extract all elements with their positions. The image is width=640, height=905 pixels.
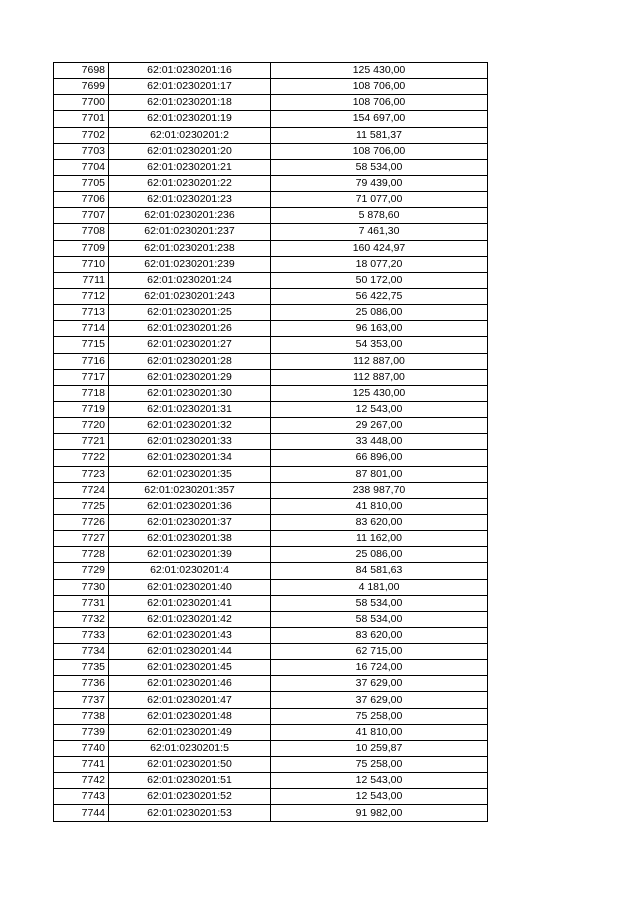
row-number-cell: 7705 (54, 175, 109, 191)
table-row (54, 724, 488, 740)
cadastral-value-cell: 58 534,00 (271, 595, 488, 611)
cadastral-number-cell: 62:01:0230201:33 (109, 434, 271, 450)
table-row (54, 288, 488, 304)
cadastral-number-cell: 62:01:0230201:52 (109, 789, 271, 805)
table-row (54, 353, 488, 369)
cadastral-value-cell: 12 543,00 (271, 773, 488, 789)
cadastral-number-cell: 62:01:0230201:45 (109, 660, 271, 676)
table-row (54, 563, 488, 579)
table-row (54, 240, 488, 256)
table-row (54, 369, 488, 385)
cadastral-value-table (53, 62, 488, 822)
cadastral-number-cell: 62:01:0230201:53 (109, 805, 271, 821)
table-row (54, 466, 488, 482)
table-row (54, 111, 488, 127)
table-row (54, 321, 488, 337)
cadastral-number-cell: 62:01:0230201:38 (109, 531, 271, 547)
cadastral-value-cell: 37 629,00 (271, 676, 488, 692)
table-row (54, 660, 488, 676)
row-number-cell: 7708 (54, 224, 109, 240)
cadastral-value-cell: 4 181,00 (271, 579, 488, 595)
row-number-cell: 7728 (54, 547, 109, 563)
table-row (54, 514, 488, 530)
cadastral-number-cell: 62:01:0230201:21 (109, 159, 271, 175)
cadastral-number-cell: 62:01:0230201:30 (109, 385, 271, 401)
row-number-cell: 7736 (54, 676, 109, 692)
table-row (54, 498, 488, 514)
cadastral-value-cell: 84 581,63 (271, 563, 488, 579)
cadastral-value-cell: 75 258,00 (271, 708, 488, 724)
table-row (54, 143, 488, 159)
cadastral-value-cell: 108 706,00 (271, 95, 488, 111)
cadastral-value-cell: 91 982,00 (271, 805, 488, 821)
cadastral-number-cell: 62:01:0230201:43 (109, 627, 271, 643)
row-number-cell: 7701 (54, 111, 109, 127)
row-number-cell: 7726 (54, 514, 109, 530)
cadastral-value-cell: 11 581,37 (271, 127, 488, 143)
table-row (54, 450, 488, 466)
cadastral-value-cell: 10 259,87 (271, 740, 488, 756)
cadastral-number-cell: 62:01:0230201:29 (109, 369, 271, 385)
cadastral-number-cell: 62:01:0230201:20 (109, 143, 271, 159)
row-number-cell: 7744 (54, 805, 109, 821)
cadastral-number-cell: 62:01:0230201:28 (109, 353, 271, 369)
cadastral-value-cell: 112 887,00 (271, 369, 488, 385)
row-number-cell: 7713 (54, 305, 109, 321)
row-number-cell: 7698 (54, 63, 109, 79)
cadastral-number-cell: 62:01:0230201:39 (109, 547, 271, 563)
cadastral-value-cell: 54 353,00 (271, 337, 488, 353)
row-number-cell: 7743 (54, 789, 109, 805)
cadastral-number-cell: 62:01:0230201:238 (109, 240, 271, 256)
cadastral-value-cell: 12 543,00 (271, 401, 488, 417)
row-number-cell: 7700 (54, 95, 109, 111)
row-number-cell: 7738 (54, 708, 109, 724)
cadastral-value-cell: 66 896,00 (271, 450, 488, 466)
row-number-cell: 7734 (54, 644, 109, 660)
row-number-cell: 7729 (54, 563, 109, 579)
cadastral-value-cell: 11 162,00 (271, 531, 488, 547)
table-row (54, 595, 488, 611)
cadastral-number-cell: 62:01:0230201:22 (109, 175, 271, 191)
row-number-cell: 7741 (54, 757, 109, 773)
cadastral-value-cell: 58 534,00 (271, 159, 488, 175)
cadastral-value-cell: 108 706,00 (271, 143, 488, 159)
table-row (54, 531, 488, 547)
cadastral-number-cell: 62:01:0230201:40 (109, 579, 271, 595)
cadastral-value-cell: 83 620,00 (271, 514, 488, 530)
row-number-cell: 7727 (54, 531, 109, 547)
table-row (54, 337, 488, 353)
cadastral-number-cell: 62:01:0230201:37 (109, 514, 271, 530)
cadastral-number-cell: 62:01:0230201:357 (109, 482, 271, 498)
row-number-cell: 7731 (54, 595, 109, 611)
cadastral-number-cell: 62:01:0230201:243 (109, 288, 271, 304)
row-number-cell: 7715 (54, 337, 109, 353)
cadastral-value-cell: 75 258,00 (271, 757, 488, 773)
row-number-cell: 7717 (54, 369, 109, 385)
table-row (54, 547, 488, 563)
row-number-cell: 7712 (54, 288, 109, 304)
cadastral-value-cell: 125 430,00 (271, 63, 488, 79)
table-row (54, 740, 488, 756)
cadastral-value-cell: 87 801,00 (271, 466, 488, 482)
table-row (54, 579, 488, 595)
row-number-cell: 7730 (54, 579, 109, 595)
row-number-cell: 7723 (54, 466, 109, 482)
cadastral-value-cell: 25 086,00 (271, 305, 488, 321)
table-row (54, 757, 488, 773)
row-number-cell: 7714 (54, 321, 109, 337)
cadastral-number-cell: 62:01:0230201:42 (109, 611, 271, 627)
cadastral-number-cell: 62:01:0230201:25 (109, 305, 271, 321)
table-row (54, 127, 488, 143)
table-row (54, 418, 488, 434)
cadastral-value-cell: 41 810,00 (271, 724, 488, 740)
row-number-cell: 7721 (54, 434, 109, 450)
cadastral-value-cell: 37 629,00 (271, 692, 488, 708)
table-body (54, 63, 488, 822)
table-row (54, 434, 488, 450)
row-number-cell: 7699 (54, 79, 109, 95)
table-row (54, 773, 488, 789)
table-row (54, 385, 488, 401)
row-number-cell: 7724 (54, 482, 109, 498)
cadastral-value-cell: 125 430,00 (271, 385, 488, 401)
table-row (54, 708, 488, 724)
table-row (54, 159, 488, 175)
cadastral-value-cell: 7 461,30 (271, 224, 488, 240)
table-row (54, 175, 488, 191)
table-row (54, 256, 488, 272)
cadastral-value-cell: 5 878,60 (271, 208, 488, 224)
row-number-cell: 7722 (54, 450, 109, 466)
table-row (54, 401, 488, 417)
cadastral-value-cell: 154 697,00 (271, 111, 488, 127)
cadastral-value-cell: 18 077,20 (271, 256, 488, 272)
row-number-cell: 7703 (54, 143, 109, 159)
row-number-cell: 7719 (54, 401, 109, 417)
table-row (54, 272, 488, 288)
cadastral-value-cell: 112 887,00 (271, 353, 488, 369)
row-number-cell: 7725 (54, 498, 109, 514)
row-number-cell: 7720 (54, 418, 109, 434)
cadastral-value-cell: 16 724,00 (271, 660, 488, 676)
cadastral-value-cell: 29 267,00 (271, 418, 488, 434)
cadastral-number-cell: 62:01:0230201:51 (109, 773, 271, 789)
cadastral-value-cell: 33 448,00 (271, 434, 488, 450)
cadastral-value-cell: 83 620,00 (271, 627, 488, 643)
table-row (54, 79, 488, 95)
row-number-cell: 7733 (54, 627, 109, 643)
table-row (54, 789, 488, 805)
row-number-cell: 7735 (54, 660, 109, 676)
cadastral-number-cell: 62:01:0230201:32 (109, 418, 271, 434)
cadastral-value-cell: 56 422,75 (271, 288, 488, 304)
cadastral-value-cell: 108 706,00 (271, 79, 488, 95)
cadastral-value-cell: 50 172,00 (271, 272, 488, 288)
cadastral-number-cell: 62:01:0230201:35 (109, 466, 271, 482)
cadastral-value-cell: 25 086,00 (271, 547, 488, 563)
row-number-cell: 7702 (54, 127, 109, 143)
table-row (54, 644, 488, 660)
row-number-cell: 7716 (54, 353, 109, 369)
cadastral-number-cell: 62:01:0230201:31 (109, 401, 271, 417)
cadastral-number-cell: 62:01:0230201:16 (109, 63, 271, 79)
row-number-cell: 7740 (54, 740, 109, 756)
row-number-cell: 7739 (54, 724, 109, 740)
cadastral-number-cell: 62:01:0230201:26 (109, 321, 271, 337)
table-row (54, 627, 488, 643)
cadastral-number-cell: 62:01:0230201:4 (109, 563, 271, 579)
cadastral-number-cell: 62:01:0230201:18 (109, 95, 271, 111)
cadastral-number-cell: 62:01:0230201:236 (109, 208, 271, 224)
cadastral-number-cell: 62:01:0230201:49 (109, 724, 271, 740)
table-row (54, 676, 488, 692)
row-number-cell: 7732 (54, 611, 109, 627)
table-row (54, 305, 488, 321)
table-row (54, 611, 488, 627)
cadastral-value-cell: 79 439,00 (271, 175, 488, 191)
row-number-cell: 7718 (54, 385, 109, 401)
cadastral-number-cell: 62:01:0230201:24 (109, 272, 271, 288)
cadastral-value-cell: 238 987,70 (271, 482, 488, 498)
cadastral-value-cell: 12 543,00 (271, 789, 488, 805)
cadastral-number-cell: 62:01:0230201:46 (109, 676, 271, 692)
table-row (54, 482, 488, 498)
row-number-cell: 7737 (54, 692, 109, 708)
row-number-cell: 7704 (54, 159, 109, 175)
cadastral-value-cell: 58 534,00 (271, 611, 488, 627)
cadastral-value-cell: 96 163,00 (271, 321, 488, 337)
cadastral-number-cell: 62:01:0230201:27 (109, 337, 271, 353)
table-row (54, 805, 488, 821)
cadastral-number-cell: 62:01:0230201:19 (109, 111, 271, 127)
table-row (54, 63, 488, 79)
cadastral-number-cell: 62:01:0230201:237 (109, 224, 271, 240)
row-number-cell: 7711 (54, 272, 109, 288)
cadastral-value-cell: 160 424,97 (271, 240, 488, 256)
cadastral-number-cell: 62:01:0230201:2 (109, 127, 271, 143)
row-number-cell: 7707 (54, 208, 109, 224)
cadastral-value-cell: 41 810,00 (271, 498, 488, 514)
cadastral-number-cell: 62:01:0230201:36 (109, 498, 271, 514)
cadastral-number-cell: 62:01:0230201:50 (109, 757, 271, 773)
cadastral-number-cell: 62:01:0230201:41 (109, 595, 271, 611)
table-row (54, 192, 488, 208)
cadastral-number-cell: 62:01:0230201:48 (109, 708, 271, 724)
table-row (54, 692, 488, 708)
row-number-cell: 7742 (54, 773, 109, 789)
cadastral-number-cell: 62:01:0230201:23 (109, 192, 271, 208)
cadastral-number-cell: 62:01:0230201:17 (109, 79, 271, 95)
row-number-cell: 7706 (54, 192, 109, 208)
cadastral-number-cell: 62:01:0230201:47 (109, 692, 271, 708)
cadastral-number-cell: 62:01:0230201:34 (109, 450, 271, 466)
cadastral-value-cell: 71 077,00 (271, 192, 488, 208)
row-number-cell: 7709 (54, 240, 109, 256)
table-row (54, 95, 488, 111)
cadastral-number-cell: 62:01:0230201:5 (109, 740, 271, 756)
cadastral-value-cell: 62 715,00 (271, 644, 488, 660)
row-number-cell: 7710 (54, 256, 109, 272)
cadastral-number-cell: 62:01:0230201:239 (109, 256, 271, 272)
cadastral-number-cell: 62:01:0230201:44 (109, 644, 271, 660)
table-row (54, 224, 488, 240)
table-row (54, 208, 488, 224)
